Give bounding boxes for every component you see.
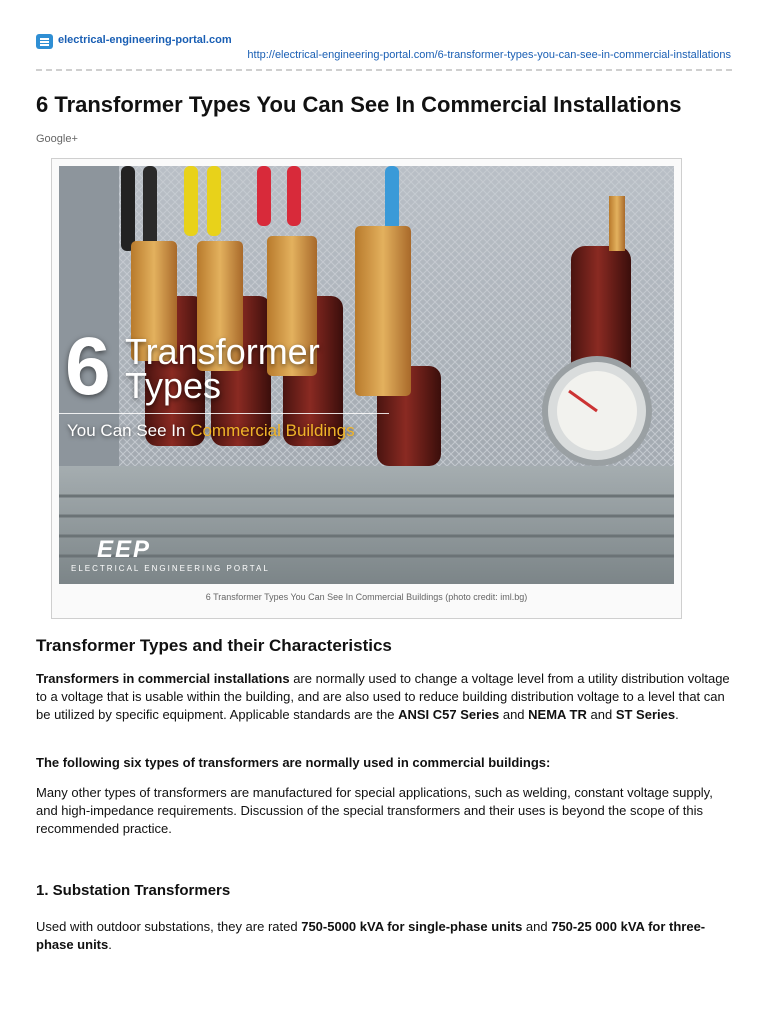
overlay-subtitle-part-1: You Can See In bbox=[67, 421, 191, 440]
special-transformers-paragraph: Many other types of transformers are manufactured for special applications, such as welding, constant voltage supply, and high-impedance requirements. Discussion of the special transformers and their uses is beyond the scope of this recommended practice. bbox=[36, 785, 713, 836]
p1-strong-2: ANSI C57 Series bbox=[398, 707, 500, 722]
section-title: Transformer Types and their Characteristics bbox=[36, 636, 392, 655]
p4-text-2: and bbox=[522, 919, 552, 934]
p4-strong-2: 750-25 000 kVA for three-phase units bbox=[36, 919, 706, 952]
transformer-photo bbox=[59, 166, 674, 584]
p1-strong-4: ST Series bbox=[615, 707, 676, 722]
intro-paragraph bbox=[36, 670, 734, 724]
p1-text-1: are normally used to change a voltage level from a utility distribution voltage to a voltage that is usable within the building, and are also used to reduce building distribution voltage to a level that can be utilized by specific equipment. Applicable standards are the bbox=[36, 671, 730, 722]
substation-paragraph bbox=[36, 918, 734, 954]
p1-text-4: . bbox=[675, 707, 679, 722]
google-plus-link[interactable]: Google+ bbox=[36, 133, 78, 145]
types-intro-paragraph: The following six types of transformers are normally used in commercial buildings: bbox=[36, 755, 551, 770]
overlay-title-2: Types bbox=[125, 365, 222, 406]
p4-text-3: . bbox=[108, 937, 112, 952]
eep-logo-subtitle: ELECTRICAL ENGINEERING PORTAL bbox=[71, 564, 270, 573]
p1-strong-3: NEMA TR bbox=[528, 707, 587, 722]
figure-caption: 6 Transformer Types You Can See In Commercial Buildings (photo credit: iml.bg) bbox=[205, 592, 528, 602]
p4-text-1: Used with outdoor substations, they are rated bbox=[36, 919, 302, 934]
header-divider bbox=[36, 69, 732, 71]
document-icon bbox=[36, 34, 53, 49]
overlay-number: 6 bbox=[65, 321, 111, 412]
overlay-divider bbox=[59, 413, 389, 414]
p1-text-2: and bbox=[499, 707, 529, 722]
overlay-subtitle-part-2: Commercial Buildings bbox=[190, 421, 355, 440]
overlay-subtitle bbox=[67, 421, 355, 441]
p1-strong-1: Transformers in commercial installations bbox=[36, 671, 290, 686]
p1-text-3: and bbox=[586, 707, 616, 722]
site-name-link[interactable]: electrical-engineering-portal.com bbox=[58, 34, 232, 46]
article-figure bbox=[51, 158, 682, 619]
subsection-title: 1. Substation Transformers bbox=[36, 882, 231, 899]
overlay-title-1: Transformer bbox=[125, 331, 320, 372]
page-url-link[interactable]: http://electrical-engineering-portal.com/6-transformer-types-you-can-see-in-commercial-installations bbox=[247, 49, 731, 61]
p4-strong-1: 750-5000 kVA for single-phase units bbox=[301, 919, 523, 934]
eep-logo: EEP bbox=[97, 536, 152, 563]
page-title: 6 Transformer Types You Can See In Commercial Installations bbox=[36, 92, 682, 117]
